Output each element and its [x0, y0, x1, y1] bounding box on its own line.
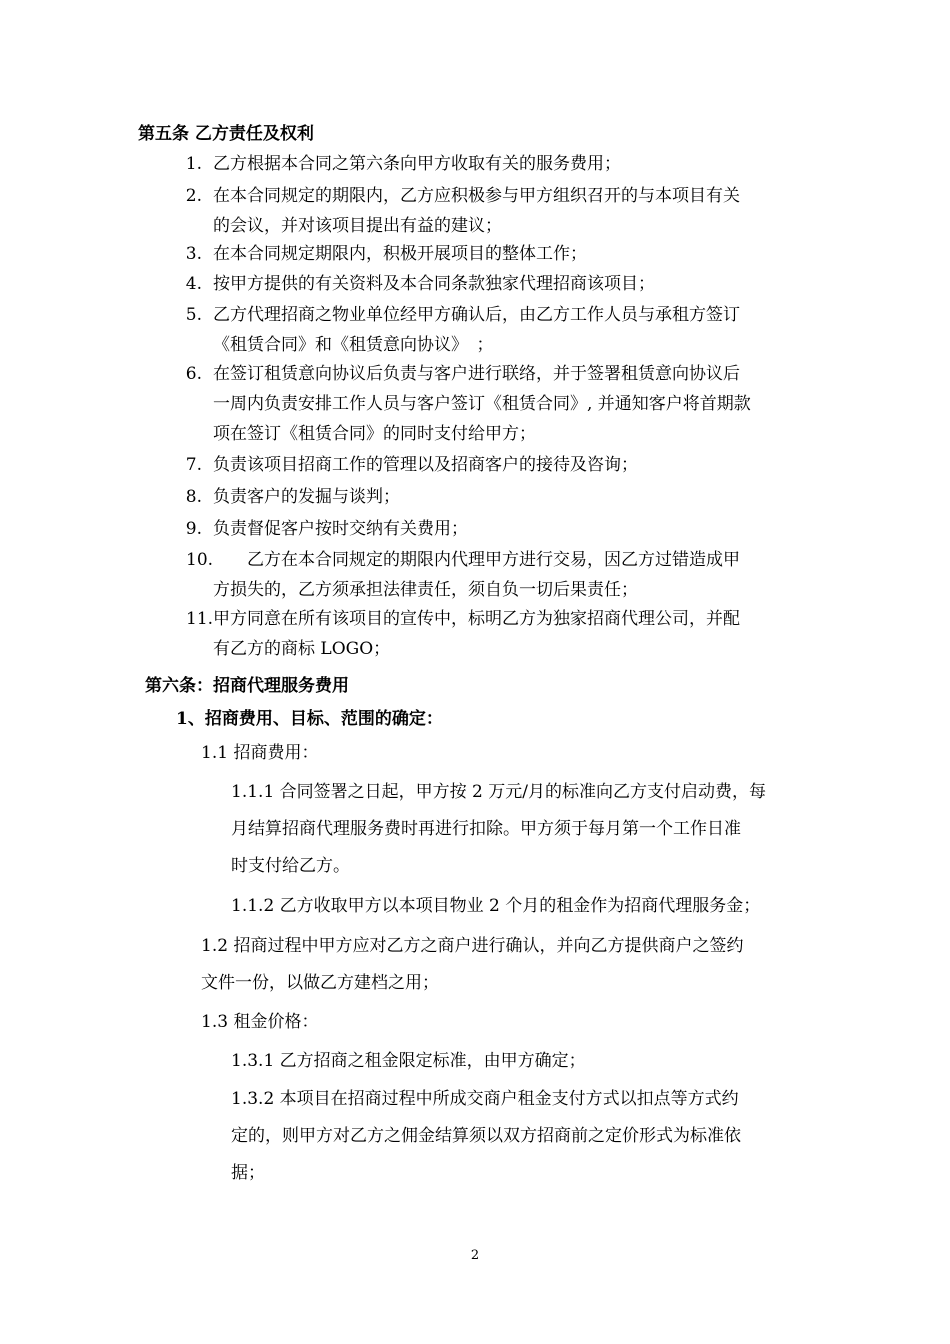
list-item-number: 4. [185, 274, 202, 294]
list-item-number: 9. [185, 519, 202, 539]
list-item-number: 7. [185, 455, 202, 475]
list-item-text: 负责该项目招商工作的管理以及招商客户的接待及咨询； [213, 455, 638, 475]
paragraph-1-1-2: 1.1.2 乙方收取甲方以本项目物业 2 个月的租金作为招商代理服务金； [231, 896, 761, 916]
paragraph-1-3: 1.3 租金价格： [201, 1012, 319, 1032]
list-item-text: 按甲方提供的有关资料及本合同条款独家代理招商该项目； [213, 274, 655, 294]
list-item-number: 6. [185, 364, 202, 384]
list-item-text: 甲方同意在所有该项目的宣传中，标明乙方为独家招商代理公司，并配 有乙方的商标 LOGO； [213, 609, 740, 659]
list-item-number: 3. [185, 244, 202, 264]
paragraph-1-1-1: 1.1.1 合同签署之日起，甲方按 2 万元/月的标准向乙方支付启动费，每 月结算招商代理服务费时再进行扣除。甲方须于每月第一个工作日准 时支付给乙方。 [231, 782, 767, 876]
list-item-number: 8. [185, 487, 202, 507]
page-number: 2 [470, 1248, 480, 1263]
list-item-text: 在本合同规定的期限内，乙方应积极参与甲方组织召开的与本项目有关 的会议，并对该项目提出有益的建议； [213, 186, 740, 236]
list-item-text: 乙方根据本合同之第六条向甲方收取有关的服务费用； [213, 154, 621, 174]
paragraph-1-3-2: 1.3.2 本项目在招商过程中所成交商户租金支付方式以扣点等方式约 定的，则甲方对乙方之佣金结算须以双方招商前之定价形式为标准依 据； [231, 1089, 741, 1183]
paragraph-1-2: 1.2 招商过程中甲方应对乙方之商户进行确认，并向乙方提供商户之签约 文件一份，以做乙方建档之用； [201, 936, 744, 993]
section-5-heading: 第五条 乙方责任及权利 [138, 124, 314, 144]
list-item-number: 10. [186, 550, 214, 570]
list-item-text: 在本合同规定期限内，积极开展项目的整体工作； [213, 244, 587, 264]
subsection-heading: 1、招商费用、目标、范围的确定： [176, 709, 443, 729]
list-item-number: 2. [185, 186, 202, 206]
list-item-text: 乙方代理招商之物业单位经甲方确认后，由乙方工作人员与承租方签订 《租赁合同》和《租赁意向协议》 ； [213, 305, 740, 355]
list-item-number: 1. [185, 154, 202, 174]
list-item-text: 负责督促客户按时交纳有关费用； [213, 519, 468, 539]
list-item-number: 11. [186, 609, 214, 629]
section-6-heading: 第六条：招商代理服务费用 [145, 676, 349, 696]
list-item-text: 乙方在本合同规定的期限内代理甲方进行交易，因乙方过错造成甲 方损失的，乙方须承担法律责任，须自负一切后果责任； [213, 550, 740, 600]
paragraph-1-1: 1.1 招商费用： [201, 743, 319, 763]
list-item-text: 负责客户的发掘与谈判； [213, 487, 400, 507]
list-item-text: 在签订租赁意向协议后负责与客户进行联络，并于签署租赁意向协议后 一周内负责安排工作人员与客户签订《租赁合同》, 并通知客户将首期款 项在签订《租赁合同》的同时支付给甲方； [213, 364, 751, 444]
list-item-number: 5. [185, 305, 202, 325]
paragraph-1-3-1: 1.3.1 乙方招商之租金限定标准，由甲方确定； [231, 1051, 586, 1071]
